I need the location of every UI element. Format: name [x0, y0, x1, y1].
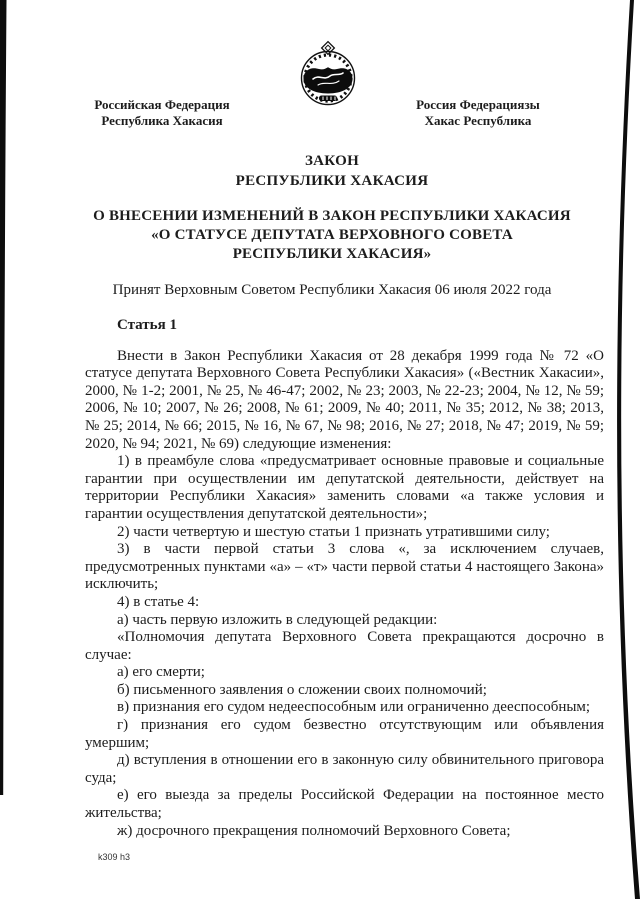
header-russian-line2: Республика Хакасия [101, 113, 223, 128]
paragraph-list [85, 348, 604, 841]
emblem-shield-icon [304, 67, 353, 93]
header-khakas [378, 97, 578, 129]
law-title-line1: О ВНЕСЕНИИ ИЗМЕНЕНИЙ В ЗАКОН РЕСПУБЛИКИ ХАКАСИЯ [93, 208, 571, 224]
law-title-line2: «О СТАТУСЕ ДЕПУТАТА ВЕРХОВНОГО СОВЕТА [151, 227, 513, 243]
footer-code: k309 h3 [98, 852, 131, 862]
adoption-line: Принят Верховным Советом Республики Хакасия 06 июля 2022 года [112, 282, 552, 298]
header-russian [52, 97, 272, 129]
paragraph: 1) в преамбуле слова «предусматривает основные правовые и социальные гарантии при осуществлении им депутатской деятельности, действует на территории Республики Хакасия» заменить словами «а также условия и гарантии осуществления депутатской деятельности»; [85, 453, 604, 522]
header-khakas-line1: Россия Федерациязы [416, 97, 540, 112]
paragraph: а) его смерти; [117, 664, 205, 681]
paragraph: 3) в части первой статьи 3 слова «, за исключением случаев, предусмотренных пунктами «а» – «т» части первой статьи 4 настоящего Закона» исключить; [85, 541, 604, 593]
paragraph: ж) досрочного прекращения полномочий Верховного Совета; [117, 822, 511, 839]
law-title [72, 207, 592, 264]
emblem-base-band [319, 96, 337, 102]
paragraph: г) признания его судом безвестно отсутствующим или объявления умершим; [85, 717, 604, 751]
paragraph: 4) в статье 4: [117, 593, 200, 610]
article-heading: Статья 1 [117, 317, 177, 333]
paragraph: е) его выезда за пределы Российской Федерации на постоянное место жительства; [85, 787, 604, 822]
scan-bar-right [617, 0, 640, 899]
doctype-line2: РЕСПУБЛИКИ ХАКАСИЯ [235, 172, 429, 189]
paragraph: 2) части четвертую и шестую статьи 1 признать утратившими силу; [117, 523, 550, 540]
scan-bar-left [0, 0, 7, 795]
khakassia-coat-of-arms-icon [294, 38, 362, 106]
paragraph: д) вступления в отношении его в законную силу обвинительного приговора суда; [85, 752, 604, 786]
paragraph: в) признания его судом недееспособным или ограниченно дееспособным; [117, 699, 591, 716]
paragraph: а) часть первую изложить в следующей редакции: [117, 611, 438, 628]
article-body [85, 317, 604, 840]
document-type-heading [72, 152, 592, 191]
header-russian-line1: Российская Федерация [94, 97, 230, 112]
paragraph: «Полномочия депутата Верховного Совета прекращаются досрочно в случае: [85, 629, 604, 663]
paragraph: б) письменного заявления о сложении своих полномочий; [117, 681, 487, 698]
header-khakas-line2: Хакас Республика [424, 113, 532, 128]
doctype-line1: ЗАКОН [304, 153, 360, 169]
paragraph: Внести в Закон Республики Хакасия от 28 декабря 1999 года № 72 «О статусе депутата Верховного Совета Республики Хакасия» («Вестник Хакасии», 2000, № 1-2; 2001, № 25, № 46-47; 2002, № 23; 2003, № 22-23; 2004, № 12, № 59; 2006, № 10; 2007, № 26; 2008, № 61; 2009, № 40; 2011, № 35; 2012, № 38; 2013, № 25; 2014, № 66; 2015, № 16, № 67, № 98; 2016, № 27; 2018, № 47; 2019, № 59; 2020, № 94; 2021, № 69) следующие изменения: [85, 347, 604, 452]
law-title-line3: РЕСПУБЛИКИ ХАКАСИЯ» [232, 246, 432, 262]
